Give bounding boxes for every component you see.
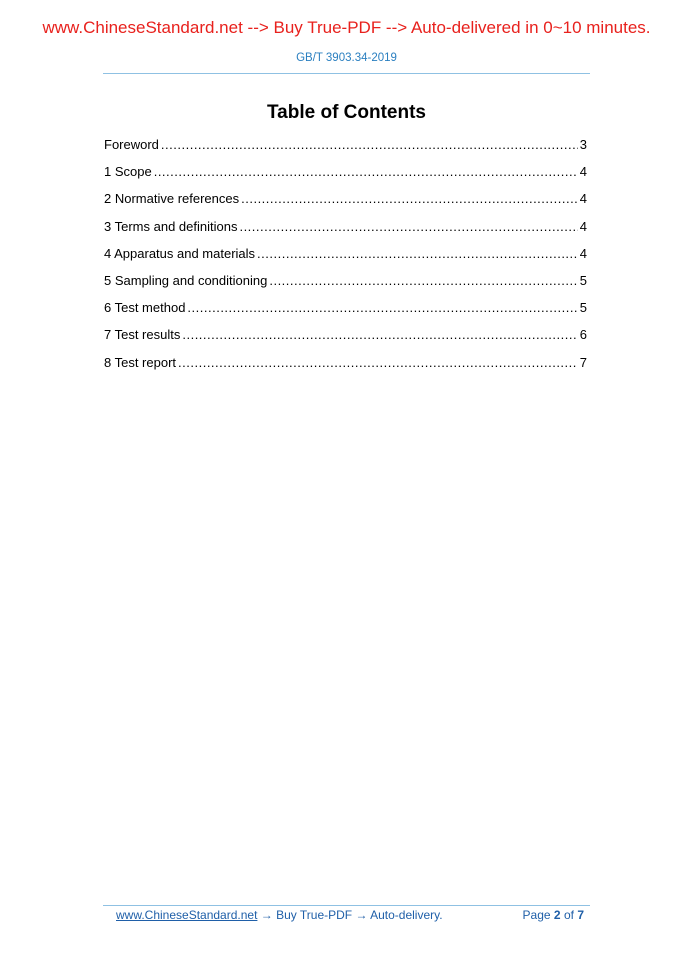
dot-leader	[241, 191, 578, 206]
dot-leader	[269, 273, 577, 288]
dot-leader	[182, 327, 577, 342]
toc-entry-test-results[interactable]	[104, 327, 587, 354]
toc-entry-page: 4	[579, 191, 587, 207]
toc-entry-page: 3	[579, 137, 587, 152]
page-of: of	[563, 908, 574, 922]
toc-entry-scope[interactable]	[104, 164, 587, 191]
toc-entry-page: 4	[579, 218, 587, 234]
page-total: 7	[577, 908, 584, 922]
toc-entry-label: 2 Normative references	[104, 191, 240, 207]
footer-website-link[interactable]: www.ChineseStandard.net	[116, 908, 258, 922]
dot-leader	[161, 137, 578, 152]
toc-entry-apparatus-and-materials[interactable]	[104, 246, 587, 273]
footer-divider	[103, 905, 590, 906]
toc-entry-label: Foreword	[104, 137, 159, 152]
toc-entry-label: 8 Test report	[104, 354, 177, 370]
toc-entry-foreword[interactable]	[104, 137, 587, 164]
toc-entry-page: 7	[579, 354, 587, 370]
toc-entry-page: 5	[579, 300, 587, 316]
dot-leader	[187, 300, 577, 315]
standard-code: GB/T 3903.34-2019	[296, 52, 397, 64]
toc-entry-page: 5	[579, 272, 587, 288]
dot-leader	[178, 355, 578, 370]
toc-title: Table of Contents	[266, 102, 427, 123]
footer-tagline: → Buy True-PDF → Auto-delivery.	[257, 908, 443, 922]
footer	[116, 908, 584, 922]
toc-entry-label: 7 Test results	[104, 327, 181, 343]
toc-entry-page: 6	[579, 327, 587, 343]
toc-entry-page: 4	[579, 245, 587, 261]
toc-entry-normative-references[interactable]	[104, 191, 587, 218]
toc-entry-test-report[interactable]	[104, 355, 587, 382]
dot-leader	[154, 164, 578, 179]
dot-leader	[257, 246, 578, 261]
page-current: 2	[553, 908, 561, 922]
toc-entry-label: 3 Terms and definitions	[104, 218, 238, 234]
page-indicator	[523, 908, 584, 922]
toc-entry-page: 4	[579, 164, 587, 180]
toc-entry-label: 6 Test method	[104, 300, 186, 316]
header-divider	[103, 73, 590, 74]
toc-entry-label: 1 Scope	[104, 164, 152, 180]
toc-entry-test-method[interactable]	[104, 300, 587, 327]
toc-entry-label: 4 Apparatus and materials	[104, 245, 256, 261]
toc-entry-label: 5 Sampling and conditioning	[104, 272, 268, 288]
dot-leader	[239, 219, 577, 234]
toc-list	[104, 137, 587, 382]
toc-entry-terms-and-definitions[interactable]	[104, 219, 587, 246]
page-word: Page	[522, 908, 551, 922]
toc-entry-sampling-and-conditioning[interactable]	[104, 273, 587, 300]
top-banner: www.ChineseStandard.net --> Buy True-PDF --> Auto-delivered in 0~10 minutes.	[42, 18, 651, 37]
